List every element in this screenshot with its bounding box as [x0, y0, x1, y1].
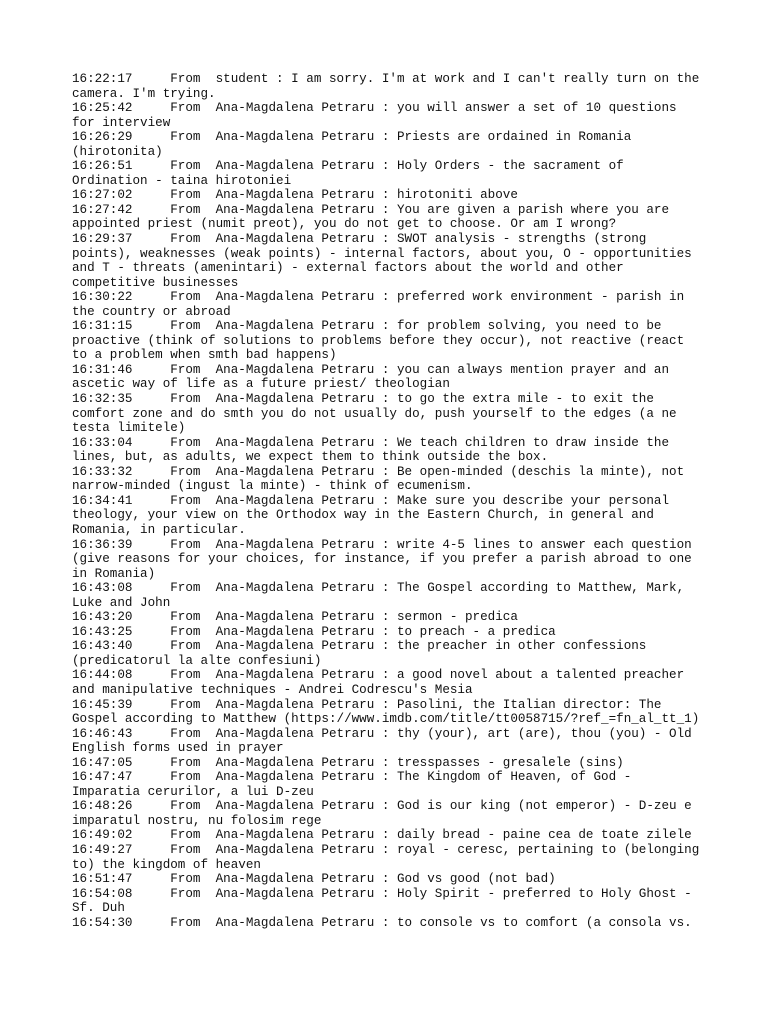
chat-line: Ordination - taina hirotoniei	[72, 173, 292, 188]
chat-line: 16:30:22 From Ana-Magdalena Petraru : preferred work environment - parish in	[72, 290, 685, 305]
chat-line: 16:25:42 From Ana-Magdalena Petraru : you will answer a set of 10 questions	[72, 101, 677, 116]
chat-line: 16:36:39 From Ana-Magdalena Petraru : write 4-5 lines to answer each question	[72, 537, 692, 552]
chat-line: narrow-minded (ingust la minte) - think of ecumenism.	[72, 479, 473, 494]
chat-line: 16:54:08 From Ana-Magdalena Petraru : Holy Spirit - preferred to Holy Ghost -	[72, 886, 692, 901]
chat-line: 16:43:08 From Ana-Magdalena Petraru : The Gospel according to Matthew, Mark,	[72, 581, 685, 596]
chat-line: Luke and John	[72, 595, 171, 610]
chat-lines	[72, 72, 702, 930]
chat-line: (predicatorul la alte confesiuni)	[72, 653, 322, 668]
chat-line: 16:47:05 From Ana-Magdalena Petraru : tresspasses - gresalele (sins)	[72, 755, 624, 770]
chat-line: English forms used in prayer	[72, 741, 284, 756]
chat-line: in Romania)	[72, 566, 156, 581]
chat-line: to) the kingdom of heaven	[72, 857, 261, 872]
chat-line: 16:51:47 From Ana-Magdalena Petraru : God vs good (not bad)	[72, 872, 556, 887]
chat-line: 16:44:08 From Ana-Magdalena Petraru : a good novel about a talented preacher	[72, 668, 685, 683]
chat-line: camera. I'm trying.	[72, 86, 216, 101]
chat-line: proactive (think of solutions to problems before they occur), not reactive (react	[72, 333, 685, 348]
chat-line: 16:43:40 From Ana-Magdalena Petraru : the preacher in other confessions	[72, 639, 647, 654]
chat-line: Gospel according to Matthew (https://www.imdb.com/title/tt0058715/?ref_=fn_al_tt_1)	[72, 712, 700, 727]
chat-line: 16:27:42 From Ana-Magdalena Petraru : You are given a parish where you are	[72, 202, 670, 217]
chat-line: 16:32:35 From Ana-Magdalena Petraru : to go the extra mile - to exit the	[72, 392, 654, 407]
chat-line: imparatul nostru, nu folosim rege	[72, 813, 322, 828]
chat-line: to a problem when smth bad happens)	[72, 348, 337, 363]
chat-line: appointed priest (numit preot), you do not get to choose. Or am I wrong?	[72, 217, 617, 232]
chat-line: Sf. Duh	[72, 901, 125, 916]
chat-line: 16:54:30 From Ana-Magdalena Petraru : to console vs to comfort (a consola vs.	[72, 915, 692, 930]
chat-line: Imparatia cerurilor, a lui D-zeu	[72, 784, 314, 799]
chat-line: testa limitele)	[72, 421, 186, 436]
chat-line: 16:46:43 From Ana-Magdalena Petraru : thy (your), art (are), thou (you) - Old	[72, 726, 692, 741]
chat-line: for interview	[72, 115, 171, 130]
chat-line: Romania, in particular.	[72, 522, 246, 537]
chat-line: points), weaknesses (weak points) - internal factors, about you, O - opportunities	[72, 246, 692, 261]
chat-line: the country or abroad	[72, 304, 231, 319]
chat-line: 16:45:39 From Ana-Magdalena Petraru : Pasolini, the Italian director: The	[72, 697, 662, 712]
chat-line: 16:26:51 From Ana-Magdalena Petraru : Holy Orders - the sacrament of	[72, 159, 624, 174]
chat-line: (hirotonita)	[72, 144, 163, 159]
chat-line: and manipulative techniques - Andrei Codrescu's Mesia	[72, 682, 473, 697]
chat-line: ascetic way of life as a future priest/ theologian	[72, 377, 450, 392]
chat-line: competitive businesses	[72, 275, 239, 290]
chat-line: lines, but, as adults, we expect them to think outside the box.	[72, 450, 549, 465]
chat-line: 16:22:17 From student : I am sorry. I'm at work and I can't really turn on the	[72, 72, 700, 86]
chat-line: 16:27:02 From Ana-Magdalena Petraru : hirotoniti above	[72, 188, 518, 203]
chat-line: 16:26:29 From Ana-Magdalena Petraru : Priests are ordained in Romania	[72, 130, 632, 145]
chat-line: 16:31:15 From Ana-Magdalena Petraru : for problem solving, you need to be	[72, 319, 662, 334]
chat-line: 16:49:02 From Ana-Magdalena Petraru : daily bread - paine cea de toate zilele	[72, 828, 692, 843]
chat-line: comfort zone and do smth you do not usually do, push yourself to the edges (a ne	[72, 406, 677, 421]
chat-line: 16:29:37 From Ana-Magdalena Petraru : SWOT analysis - strengths (strong	[72, 232, 647, 247]
chat-line: 16:31:46 From Ana-Magdalena Petraru : you can always mention prayer and an	[72, 362, 670, 377]
chat-line: 16:43:20 From Ana-Magdalena Petraru : sermon - predica	[72, 610, 518, 625]
chat-line: 16:49:27 From Ana-Magdalena Petraru : royal - ceresc, pertaining to (belonging	[72, 842, 700, 857]
chat-transcript	[72, 72, 702, 930]
chat-line: 16:48:26 From Ana-Magdalena Petraru : God is our king (not emperor) - D-zeu e	[72, 799, 692, 814]
chat-line: 16:34:41 From Ana-Magdalena Petraru : Make sure you describe your personal	[72, 493, 670, 508]
chat-line: 16:33:04 From Ana-Magdalena Petraru : We teach children to draw inside the	[72, 435, 670, 450]
chat-line: 16:43:25 From Ana-Magdalena Petraru : to preach - a predica	[72, 624, 556, 639]
chat-line: theology, your view on the Orthodox way in the Eastern Church, in general and	[72, 508, 654, 523]
chat-line: (give reasons for your choices, for instance, if you prefer a parish abroad to one	[72, 552, 692, 567]
chat-line: 16:47:47 From Ana-Magdalena Petraru : The Kingdom of Heaven, of God -	[72, 770, 632, 785]
chat-line: 16:33:32 From Ana-Magdalena Petraru : Be open-minded (deschis la minte), not	[72, 464, 685, 479]
chat-line: and T - threats (amenintari) - external factors about the world and other	[72, 261, 624, 276]
